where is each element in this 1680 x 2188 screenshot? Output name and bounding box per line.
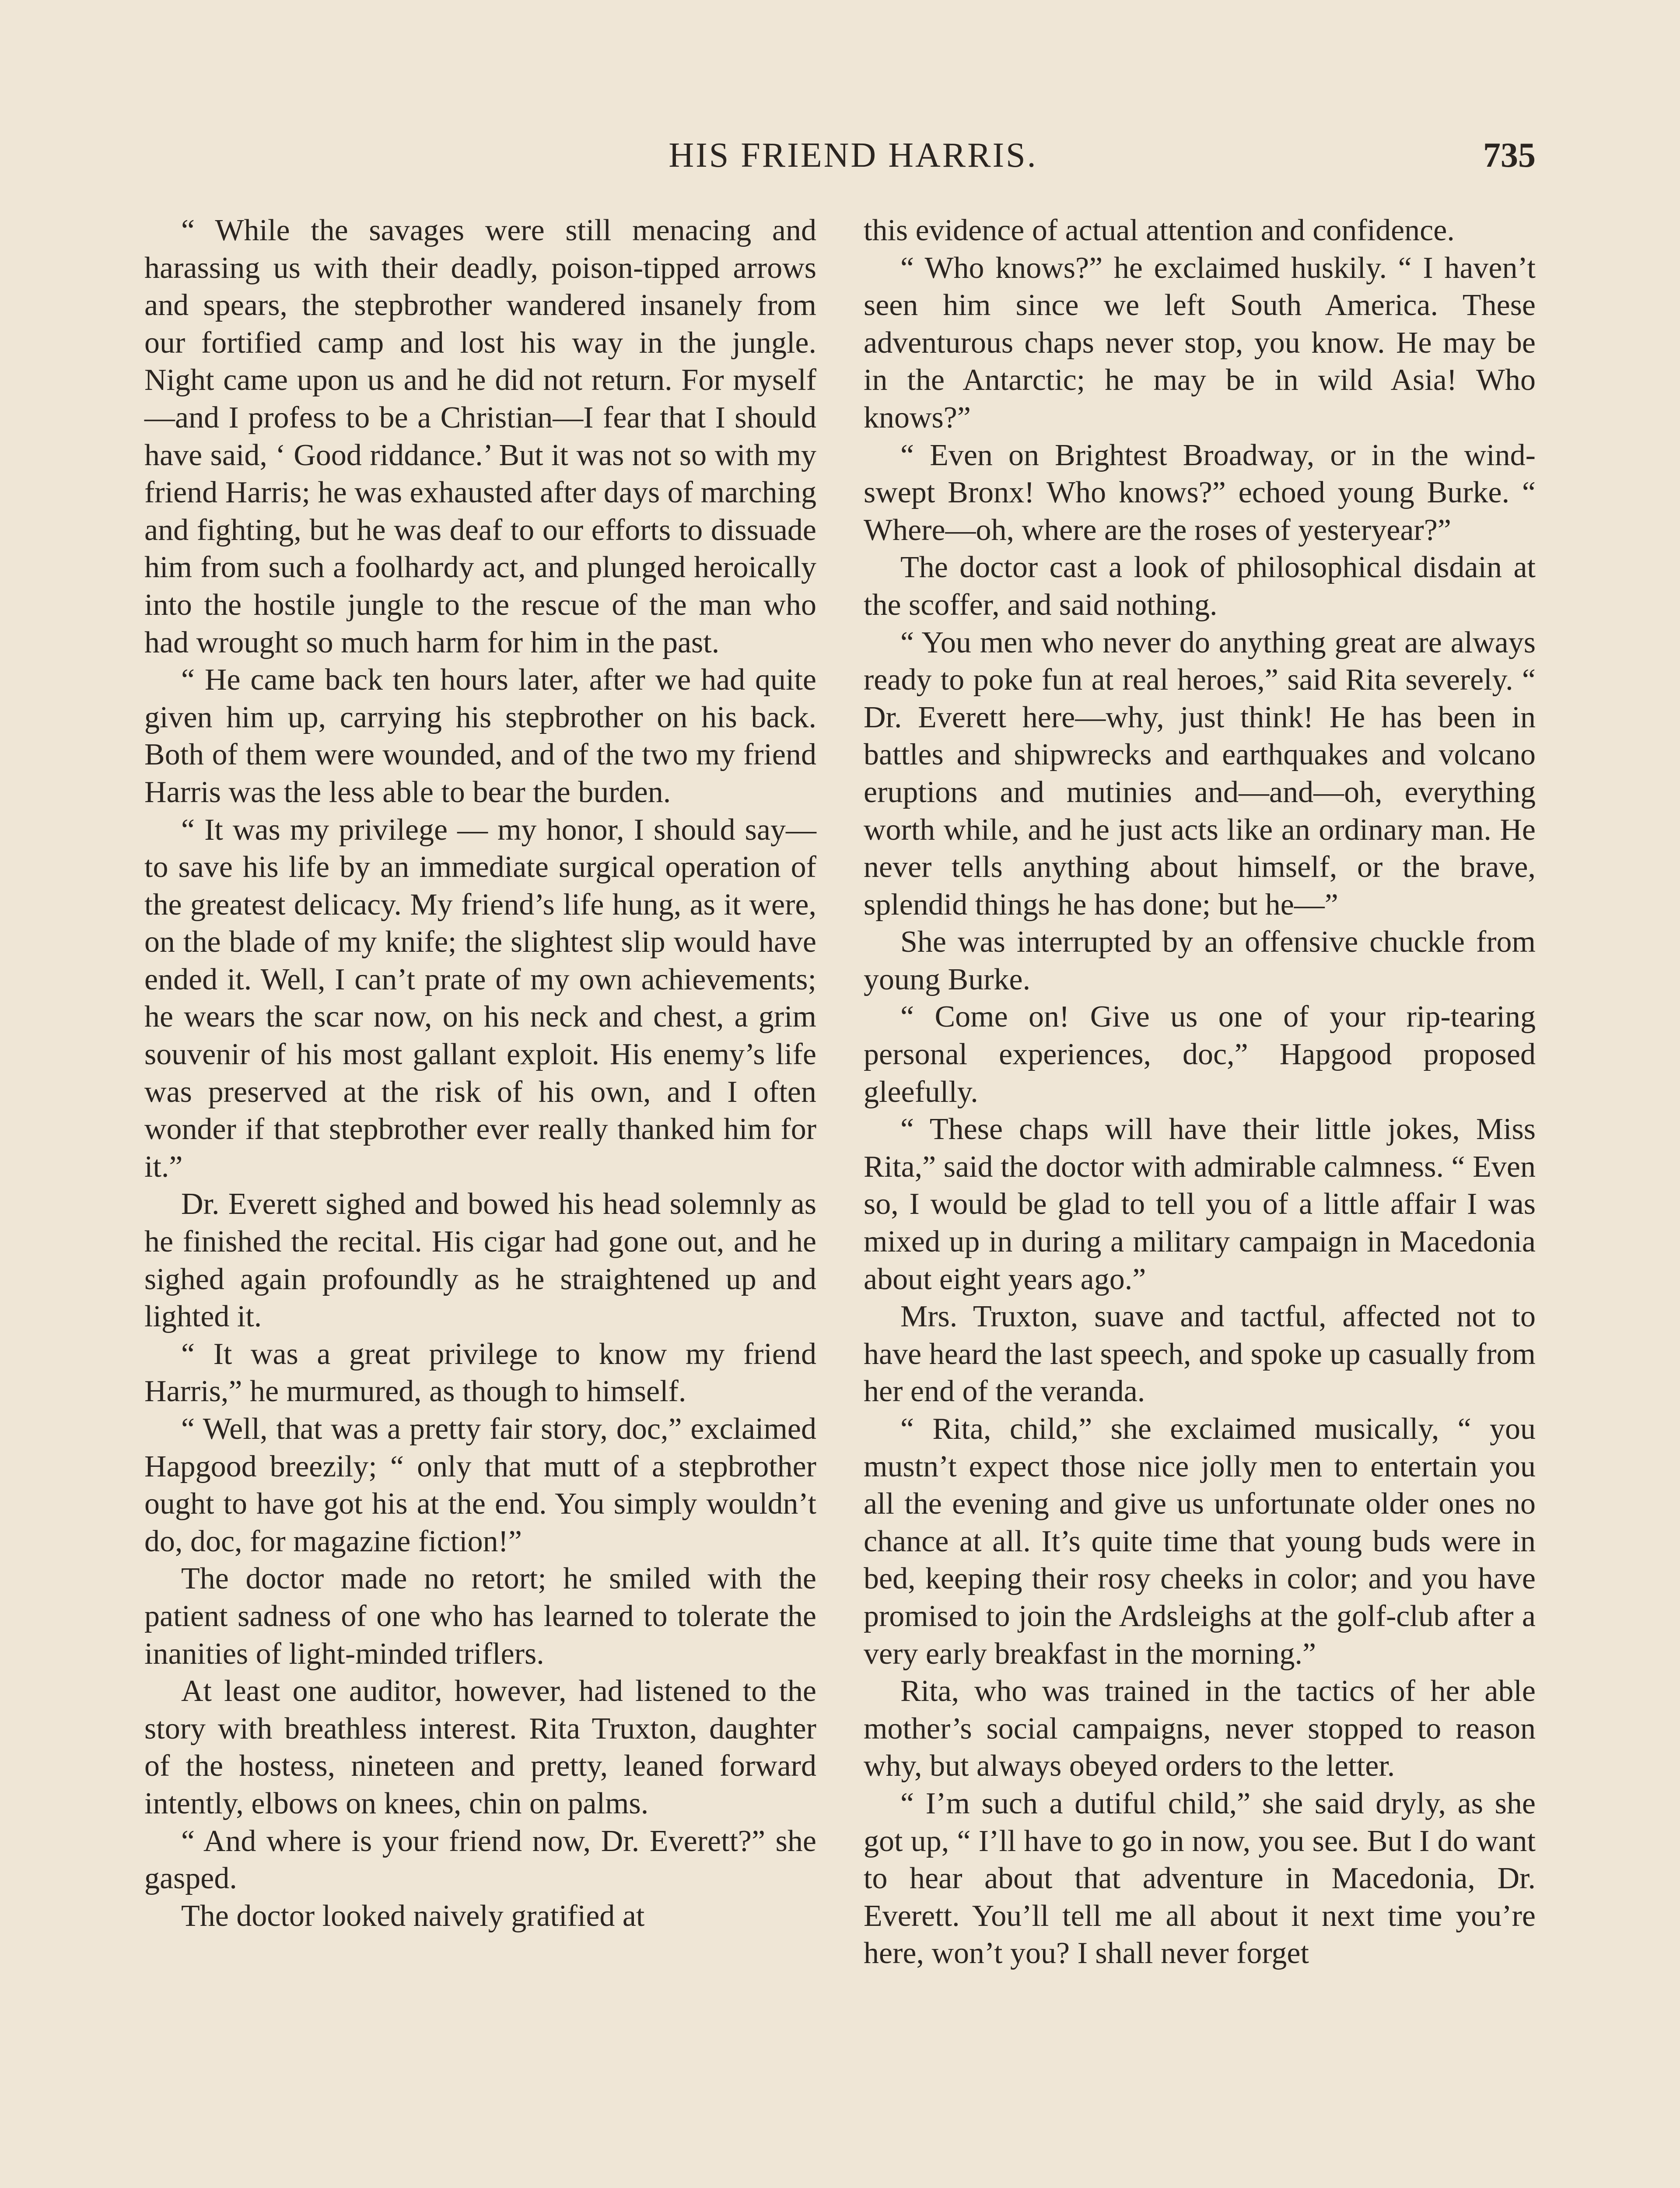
paragraph: “ Even on Brightest Broadway, or in the wind-swept Bronx! Who knows?” echoed young Burke. “ Where—oh, where are the roses of yesteryear?”	[864, 438, 1536, 547]
paragraph: “ Who knows?” he exclaimed huskily. “ I haven’t seen him since we left South America. These adventurous chaps never stop, you know. He may be in the Antarctic; he may be in wild Asia! Who knows?”	[864, 251, 1536, 435]
paragraph: “ It was a great privilege to know my friend Harris,” he murmured, as though to himself.	[144, 1337, 816, 1409]
left-text-column	[144, 212, 816, 1935]
running-title: HIS FRIEND HARRIS.	[668, 136, 1038, 175]
paragraph: “ He came back ten hours later, after we had quite given him up, carrying his stepbrother on his back. Both of them were wounded, and of the two my friend Harris was the less able to bear the burden.	[144, 663, 816, 809]
paragraph: Mrs. Truxton, suave and tactful, affected not to have heard the last speech, and spoke up casually from her end of the veranda.	[864, 1300, 1536, 1409]
paragraph: “ Rita, child,” she exclaimed musically, “ you mustn’t expect those nice jolly men to entertain you all the evening and give us unfortunate older ones no chance at all. It’s quite time that young buds were in bed, keeping their rosy cheeks in color; and you have promised to join the Ardsleighs at the golf-club after a very early breakfast in the morning.”	[864, 1412, 1536, 1671]
paragraph: At least one auditor, however, had listened to the story with breathless interest. Rita Truxton, daughter of the hostess, nineteen and pretty, leaned forward intently, elbows on knees, chin on palms.	[144, 1674, 816, 1820]
paragraph: “ These chaps will have their little jokes, Miss Rita,” said the doctor with admirable calmness. “ Even so, I would be glad to tell you of a little affair I was mixed up in during a military campaign in Macedonia about eight years ago.”	[864, 1112, 1536, 1296]
paragraph: “ And where is your friend now, Dr. Everett?” she gasped.	[144, 1824, 816, 1896]
paragraph: “ Well, that was a pretty fair story, doc,” exclaimed Hapgood breezily; “ only that mutt of a stepbrother ought to have got his at the end. You simply wouldn’t do, doc, for magazine fiction!”	[144, 1412, 816, 1558]
paragraph: The doctor made no retort; he smiled with the patient sadness of one who has learned to tolerate the inanities of light-minded triflers.	[144, 1562, 816, 1671]
paragraph: “ You men who never do anything great are always ready to poke fun at real heroes,” said Rita severely. “ Dr. Everett here—why, just think! He has been in battles and shipwrecks and earthquakes and volcano eruptions and mutinies and—and—oh, everything worth while, and he just acts like an ordinary man. He never tells anything about himself, or the brave, splendid things he has done; but he—”	[864, 625, 1536, 922]
paragraph: “ While the savages were still menacing and harassing us with their deadly, poison-tipped arrows and spears, the stepbrother wandered insanely from our fortified camp and lost his way in the jungle. Night came upon us and he did not return. For myself —and I profess to be a Christian—I fear that I should have said, ‘ Good riddance.’ But it was not so with my friend Harris; he was exhausted after days of marching and fighting, but he was deaf to our efforts to dissuade him from such a foolhardy act, and plunged heroically into the hostile jungle to the rescue of the man who had wrought so much harm for him in the past.	[144, 214, 816, 659]
paragraph: “ Come on! Give us one of your rip-tearing personal experiences, doc,” Hapgood proposed gleefully.	[864, 1000, 1536, 1109]
paragraph: The doctor looked naively gratified at	[181, 1899, 645, 1933]
page-number: 735	[1483, 136, 1536, 175]
paragraph: this evidence of actual attention and confidence.	[864, 214, 1455, 247]
paragraph: Rita, who was trained in the tactics of her able mother’s social campaigns, never stopped to reason why, but always obeyed orders to the letter.	[864, 1674, 1536, 1783]
paragraph: The doctor cast a look of philosophical disdain at the scoffer, and said nothing.	[864, 551, 1536, 622]
page-header	[0, 131, 1680, 179]
paragraph: “ I’m such a dutiful child,” she said dryly, as she got up, “ I’ll have to go in now, you see. But I do want to hear about that adventure in Macedonia, Dr. Everett. You’ll tell me all about it next time you’re here, won’t you? I shall never forget	[864, 1786, 1536, 1971]
right-text-column	[864, 212, 1536, 1972]
paragraph: She was interrupted by an offensive chuckle from young Burke.	[864, 925, 1536, 996]
paragraph: Dr. Everett sighed and bowed his head solemnly as he finished the recital. His cigar had gone out, and he sighed again profoundly as he straightened up and lighted it.	[144, 1187, 816, 1334]
paragraph: “ It was my privilege — my honor, I should say—to save his life by an immediate surgical operation of the greatest delicacy. My friend’s life hung, as it were, on the blade of my knife; the slightest slip would have ended it. Well, I can’t prate of my own achievements; he wears the scar now, on his neck and chest, a grim souvenir of his most gallant exploit. His enemy’s life was preserved at the risk of his own, and I often wonder if that stepbrother ever really thanked him for it.”	[144, 813, 816, 1184]
